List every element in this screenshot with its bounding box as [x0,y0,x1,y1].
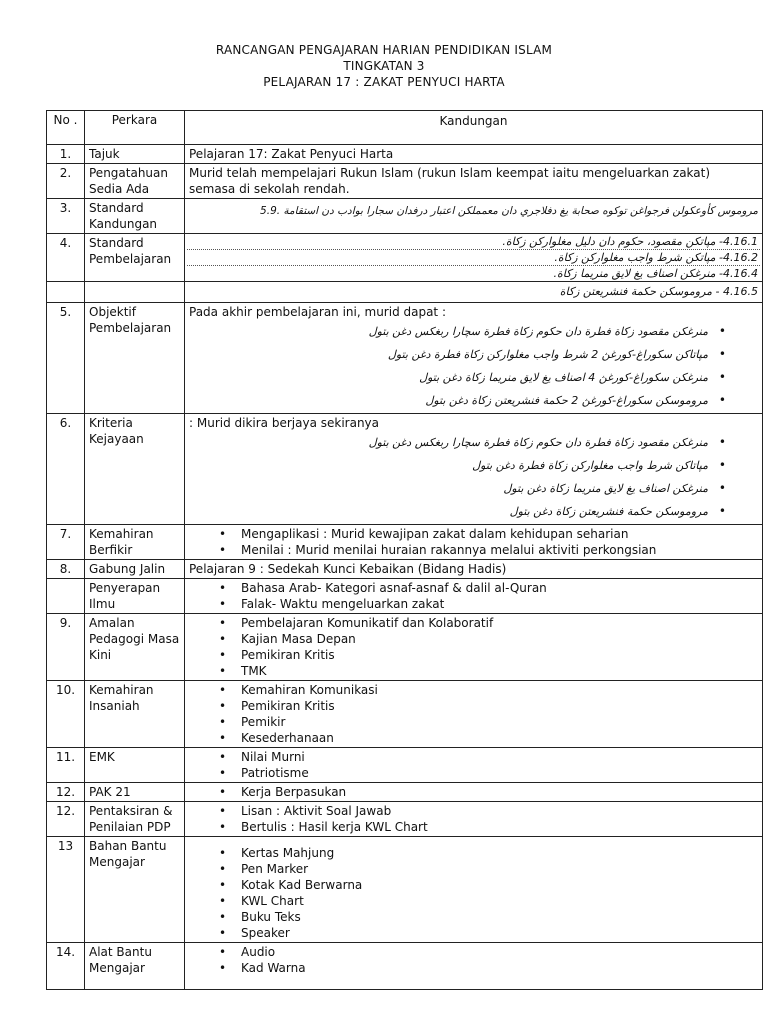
sp-item: 4.16.1- مپاتكن مقصود، حكوم دان دليل مغلواركن زكاة. [187,234,760,250]
table-row [47,837,763,943]
row-label: Alat Bantu Mengajar [85,943,185,990]
list-item: • منرغكن مقصود زكاة فطرة دان حكوم زكاة فطرة سچارا ربغكس دغن بتول • [189,320,758,343]
list-item: • Bertulis : Hasil kerja KWL Chart [241,819,758,835]
row-number: 1. [47,145,85,164]
standard-kandungan-text: مروموس كأوعكولن فرجواغن توكوه صحابة يغ دفلاجري دان معمملكن اعتبار درفدان سجارا بوادب دن استقامة .5.9 [185,199,763,234]
row-content: Pelajaran 9 : Sedekah Kunci Kebaikan (Bidang Hadis) [185,560,763,579]
list-item: • Pen Marker [241,861,758,877]
objektif-list [189,320,758,412]
header-form: TINGKATAN 3 [343,59,425,73]
row-label: Kriteria Kejayaan [85,414,185,525]
list-item: • Kemahiran Komunikasi [241,682,758,698]
list-item: • مروموسكن سكوراغ-كورغڽ 2 حكمة فنشريعتن زكاة دغن بتول • [189,389,758,412]
row-number: 8. [47,560,85,579]
row-label: Amalan Pedagogi Masa Kini [85,614,185,681]
kriteria-content [185,414,763,525]
table-row [47,525,763,560]
row-label: Kemahiran Insaniah [85,681,185,748]
table-row [47,681,763,748]
header-perkara: Perkara [85,111,185,145]
table-row [47,414,763,525]
sp-item: 4.16.2- مپاتكن شرط واجب مغلواركن زكاة. [187,250,760,266]
row-content: Murid telah mempelajari Rukun Islam (rukun Islam keempat iaitu mengeluarkan zakat) semasa di sekolah rendah. [185,164,763,199]
pak21-list [189,784,758,800]
list-item: • Kerja Berpasukan [241,784,758,800]
row-label: Bahan Bantu Mengajar [85,837,185,943]
row-number: 12. [47,783,85,802]
objektif-content [185,303,763,414]
row-label: Kemahiran Berfikir [85,525,185,560]
table-row [47,282,763,303]
list-item: • منرغكن مقصود زكاة فطرة دان حكوم زكاة فطرة سچارا ربغكس دغن بتول • [189,431,758,454]
list-item: • منرغكن اصناف يغ لايق منريما زكاة دغن بتول • [189,477,758,500]
pentaksiran-list [189,803,758,835]
row-number: 7. [47,525,85,560]
row-number: 6. [47,414,85,525]
kriteria-intro: : Murid dikira berjaya sekiranya [189,416,380,430]
table-header-row [47,111,763,145]
list-item: • Pemikiran Kritis [241,698,758,714]
list-item: • مروموسكن حكمة فنشريعتن زكاة دغن بتول • [189,500,758,523]
kemahiran-berfikir-list [189,526,758,558]
list-item: • Patriotisme [241,765,758,781]
table-row [47,579,763,614]
lesson-plan-table [46,110,763,990]
kriteria-list [189,431,758,523]
row-number: 4. [47,234,85,282]
list-item: • مپاتاكن سكوراغ-كورغڽ 2 شرط واجب مغلواركن زكاة فطرة دغن بتول • [189,343,758,366]
header-no: No . [47,111,85,145]
list-item: • Pembelajaran Komunikatif dan Kolaboratif [241,615,758,631]
row-label: PAK 21 [85,783,185,802]
standard-pembelajaran-list [185,234,763,282]
row-label: Penyerapan Ilmu [85,579,185,614]
list-item: • Audio [241,944,758,960]
row-label: Standard Kandungan [85,199,185,234]
bahan-bantu-list [189,845,758,941]
row-number: 2. [47,164,85,199]
list-item: • مپاتاكن شرط واجب مغلواركن زكاة فطرة دغن بتول • [189,454,758,477]
pedagogi-list [189,615,758,679]
table-row [47,560,763,579]
row-label: Tajuk [85,145,185,164]
row-label: Standard Pembelajaran [85,234,185,282]
table-row [47,145,763,164]
row-number: 11. [47,748,85,783]
table-row [47,802,763,837]
table-row [47,783,763,802]
list-item: • Nilai Murni [241,749,758,765]
sp-item: 4.16.4- منرغكن اصناف يغ لايق منريما زكاة. [553,267,758,280]
row-content: Pelajaran 17: Zakat Penyuci Harta [185,145,763,164]
header-kandungan: Kandungan [185,111,763,145]
header-title: RANCANGAN PENGAJARAN HARIAN PENDIDIKAN ISLAM [215,43,553,57]
table-row [47,614,763,681]
list-item: • Menilai : Murid menilai huraian rakannya melalui aktiviti perkongsian [241,542,758,558]
list-item: • Kertas Mahjung [241,845,758,861]
table-row [47,199,763,234]
header-lesson: PELAJARAN 17 : ZAKAT PENYUCI HARTA [263,75,505,89]
row-number: 3. [47,199,85,234]
list-item: • Mengaplikasi : Murid kewajipan zakat dalam kehidupan seharian [241,526,758,542]
list-item: • KWL Chart [241,893,758,909]
row-number: 9. [47,614,85,681]
sp-item: 4.16.5 - مروموسكن حكمة فنشريعتن زكاة [185,282,763,303]
list-item: • Pemikir [241,714,758,730]
list-item: • Speaker [241,925,758,941]
list-item: • Falak- Waktu mengeluarkan zakat [241,596,758,612]
objektif-intro: Pada akhir pembelajaran ini, murid dapat : [189,305,446,319]
table-row [47,943,763,990]
document-header [0,42,768,90]
list-item: • Pemikiran Kritis [241,647,758,663]
row-label: Pengatahuan Sedia Ada [85,164,185,199]
alat-bantu-list [189,944,758,976]
list-item: • Lisan : Aktivit Soal Jawab [241,803,758,819]
list-item: • Kotak Kad Berwarna [241,877,758,893]
list-item: • Bahasa Arab- Kategori asnaf-asnaf & dalil al-Quran [241,580,758,596]
row-label: Gabung Jalin [85,560,185,579]
insaniah-list [189,682,758,746]
row-label: Objektif Pembelajaran [85,303,185,414]
row-number: 14. [47,943,85,990]
table-row [47,748,763,783]
list-item: • Kad Warna [241,960,758,976]
row-number: 10. [47,681,85,748]
row-number: 5. [47,303,85,414]
list-item: • Buku Teks [241,909,758,925]
table-row [47,234,763,282]
emk-list [189,749,758,781]
list-item: • TMK [241,663,758,679]
row-number: 12. [47,802,85,837]
table-row [47,303,763,414]
list-item: • Kajian Masa Depan [241,631,758,647]
row-number: 13 [47,837,85,943]
row-label: Pentaksiran & Penilaian PDP [85,802,185,837]
row-label: EMK [85,748,185,783]
list-item: • منرغكن سكوراغ-كورغڽ 4 اصناف يغ لايق منريما زكاة دغن بتول • [189,366,758,389]
penyerapan-list [189,580,758,612]
list-item: • Kesederhanaan [241,730,758,746]
table-row [47,164,763,199]
